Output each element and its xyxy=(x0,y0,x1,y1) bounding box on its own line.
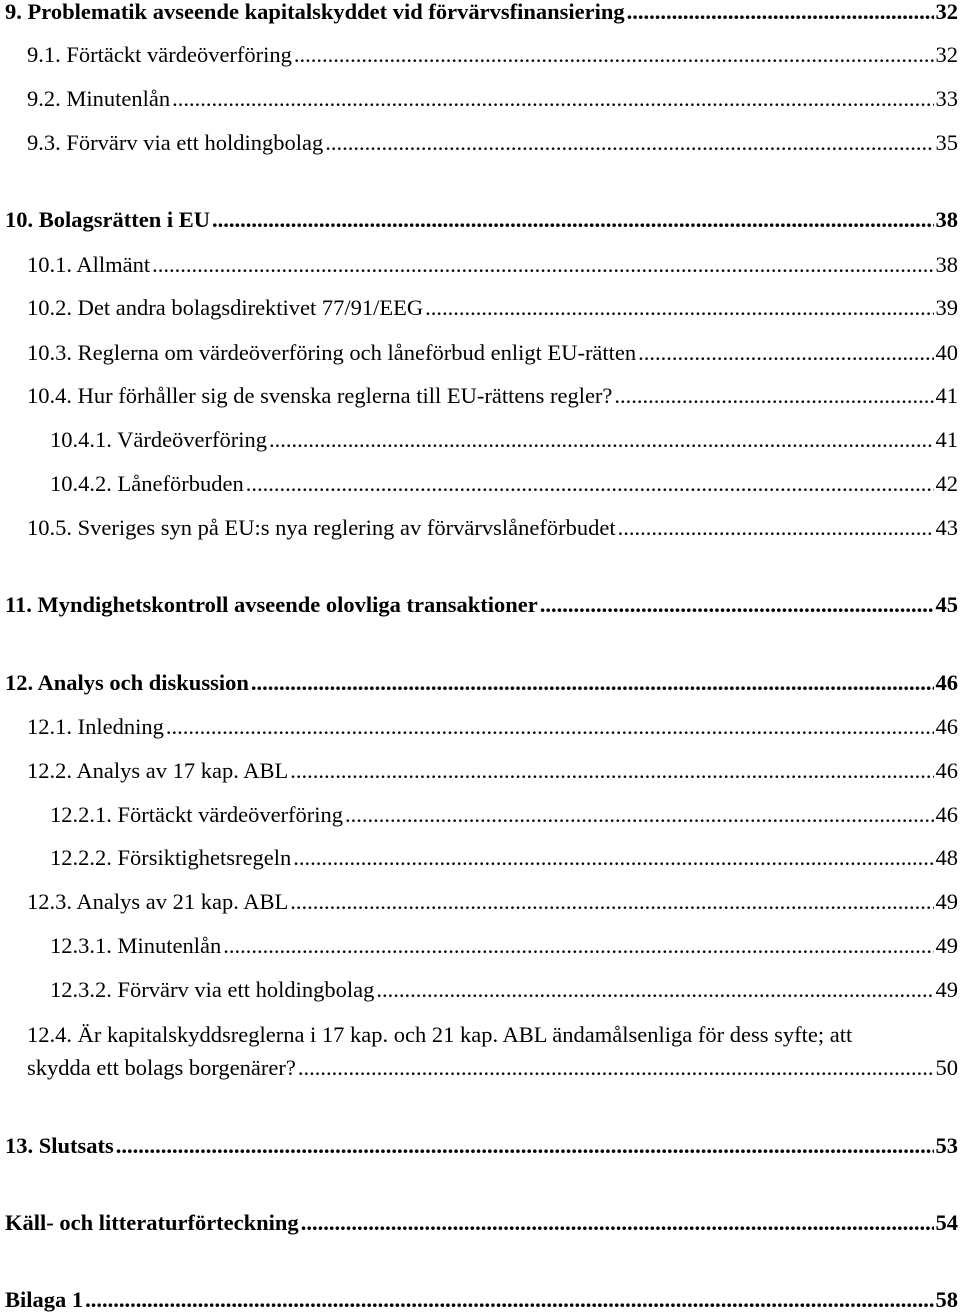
toc-entry-title: 12.3.1. Minutenlån xyxy=(50,933,222,958)
toc-entry-page: 46 xyxy=(935,670,958,695)
toc-entry-title: 12. Analys och diskussion xyxy=(5,670,249,695)
toc-entry-page: 38 xyxy=(935,252,958,277)
toc-entry-12-3-1[interactable] xyxy=(50,931,958,961)
toc-entry-page: 32 xyxy=(935,0,958,24)
toc-leader-dots xyxy=(269,425,933,455)
toc-entry-title: 12.2.2. Försiktighetsregeln xyxy=(50,845,292,870)
toc-entry-page: 40 xyxy=(935,340,958,365)
toc-entry-page: 45 xyxy=(935,592,958,617)
toc-entry-title: 10.1. Allmänt xyxy=(27,252,151,277)
toc-leader-dots xyxy=(290,887,933,917)
toc-leader-dots xyxy=(614,381,933,411)
toc-entry-page: 41 xyxy=(935,427,958,452)
toc-entry-title: 12.3. Analys av 21 kap. ABL xyxy=(27,889,289,914)
toc-entry-page: 41 xyxy=(935,383,958,408)
toc-entry-page: 58 xyxy=(935,1287,958,1312)
toc-leader-dots xyxy=(376,975,933,1005)
toc-entry-9-1[interactable] xyxy=(27,40,958,70)
toc-entry-12-1[interactable] xyxy=(27,712,958,742)
toc-leader-dots xyxy=(116,1131,934,1161)
toc-entry-12-4-cont[interactable] xyxy=(27,1053,958,1083)
toc-leader-dots xyxy=(172,84,933,114)
toc-leader-dots xyxy=(301,1208,934,1238)
toc-entry-title: 9. Problematik avseende kapitalskyddet vid förvärvsfinansiering xyxy=(5,0,625,24)
toc-leader-dots xyxy=(618,513,934,543)
toc-entry-page: 54 xyxy=(935,1210,958,1235)
toc-entry-title: 10.5. Sveriges syn på EU:s nya reglering av förvärvslåneförbudet xyxy=(27,515,616,540)
toc-entry-12-2-2[interactable] xyxy=(50,843,958,873)
toc-leader-dots xyxy=(212,205,934,235)
toc-entry-11[interactable] xyxy=(5,590,958,620)
toc-leader-dots xyxy=(540,590,934,620)
toc-entry-12[interactable] xyxy=(5,668,958,698)
toc-leader-dots xyxy=(166,712,934,742)
toc-leader-dots xyxy=(627,0,934,27)
toc-entry-title: 12.4. Är kapitalskyddsreglerna i 17 kap. och 21 kap. ABL ändamålsenliga för dess syfte; att xyxy=(27,1022,853,1047)
toc-entry-title: 9.2. Minutenlån xyxy=(27,86,171,111)
toc-entry-page: 49 xyxy=(935,933,958,958)
toc-entry-title: 10. Bolagsrätten i EU xyxy=(5,207,210,232)
toc-entry-bilaga-1[interactable] xyxy=(5,1285,958,1315)
toc-entry-9-3[interactable] xyxy=(27,128,958,158)
toc-entry-page: 46 xyxy=(935,758,958,783)
toc-entry-9[interactable] xyxy=(5,0,958,27)
toc-entry-page: 33 xyxy=(935,86,958,111)
toc-entry-page: 49 xyxy=(935,977,958,1002)
toc-entry-page: 32 xyxy=(935,42,958,67)
toc-entry-page: 53 xyxy=(935,1133,958,1158)
toc-entry-10-1[interactable] xyxy=(27,250,958,280)
toc-entry-title: Käll- och litteraturförteckning xyxy=(5,1210,299,1235)
toc-leader-dots xyxy=(298,1053,934,1083)
toc-entry-10-4-2[interactable] xyxy=(50,469,958,499)
toc-entry-title: 10.4. Hur förhåller sig de svenska reglerna till EU-rättens regler? xyxy=(27,383,613,408)
toc-entry-title: 10.3. Reglerna om värdeöverföring och låneförbud enligt EU-rätten xyxy=(27,340,637,365)
toc-leader-dots xyxy=(85,1285,933,1315)
toc-entry-page: 38 xyxy=(935,207,958,232)
toc-entry-title: Bilaga 1 xyxy=(5,1287,84,1312)
toc-entry-10-2[interactable] xyxy=(27,293,958,323)
toc-entry-12-4[interactable] xyxy=(27,1020,958,1050)
toc-entry-9-2[interactable] xyxy=(27,84,958,114)
toc-entry-title: skydda ett bolags borgenärer? xyxy=(27,1055,296,1080)
toc-entry-page: 35 xyxy=(935,130,958,155)
toc-entry-page: 46 xyxy=(935,714,958,739)
toc-leader-dots xyxy=(251,668,934,698)
toc-leader-dots xyxy=(223,931,933,961)
toc-entry-12-2[interactable] xyxy=(27,756,958,786)
toc-entry-title: 12.2. Analys av 17 kap. ABL xyxy=(27,758,289,783)
toc-entry-10-3[interactable] xyxy=(27,338,958,368)
toc-entry-13[interactable] xyxy=(5,1131,958,1161)
toc-entry-page: 46 xyxy=(935,802,958,827)
toc-leader-dots xyxy=(325,128,933,158)
toc-entry-page: 39 xyxy=(935,295,958,320)
toc-entry-10-4-1[interactable] xyxy=(50,425,958,455)
toc-entry-title: 10.2. Det andra bolagsdirektivet 77/91/EEG xyxy=(27,295,424,320)
toc-entry-title: 9.1. Förtäckt värdeöverföring xyxy=(27,42,292,67)
toc-entry-10-4[interactable] xyxy=(27,381,958,411)
toc-leader-dots xyxy=(293,843,933,873)
toc-leader-dots xyxy=(425,293,933,323)
toc-entry-title: 10.4.1. Värdeöverföring xyxy=(50,427,268,452)
toc-entry-page: 42 xyxy=(935,471,958,496)
toc-entry-title: 12.3.2. Förvärv via ett holdingbolag xyxy=(50,977,375,1002)
toc-entry-10-5[interactable] xyxy=(27,513,958,543)
toc-entry-12-3-2[interactable] xyxy=(50,975,958,1005)
toc-leader-dots xyxy=(345,800,933,830)
toc-entry-page: 43 xyxy=(935,515,958,540)
toc-leader-dots xyxy=(290,756,933,786)
toc-entry-title: 11. Myndighetskontroll avseende olovliga transaktioner xyxy=(5,592,538,617)
toc-entry-title: 10.4.2. Låneförbuden xyxy=(50,471,244,496)
toc-entry-title: 13. Slutsats xyxy=(5,1133,114,1158)
toc-entry-page: 48 xyxy=(935,845,958,870)
toc-entry-kallor[interactable] xyxy=(5,1208,958,1238)
toc-leader-dots xyxy=(294,40,934,70)
toc-entry-title: 12.1. Inledning xyxy=(27,714,164,739)
toc-entry-12-3[interactable] xyxy=(27,887,958,917)
toc-leader-dots xyxy=(638,338,933,368)
toc-entry-title: 9.3. Förvärv via ett holdingbolag xyxy=(27,130,324,155)
toc-entry-10[interactable] xyxy=(5,205,958,235)
toc-entry-title: 12.2.1. Förtäckt värdeöverföring xyxy=(50,802,344,827)
toc-leader-dots xyxy=(246,469,934,499)
toc-entry-12-2-1[interactable] xyxy=(50,800,958,830)
toc-leader-dots xyxy=(152,250,933,280)
toc-entry-page: 49 xyxy=(935,889,958,914)
toc-entry-page: 50 xyxy=(935,1055,958,1080)
